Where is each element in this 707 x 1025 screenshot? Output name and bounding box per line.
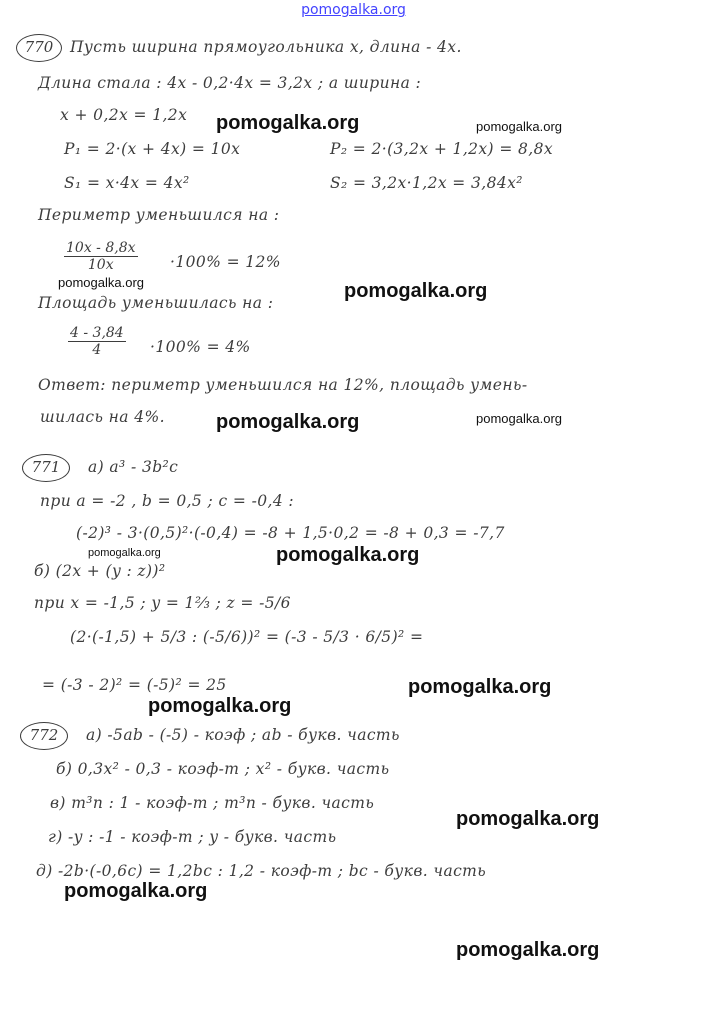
p770-fraction-area [68,325,126,358]
p770-answer-line-2: шилась на 4%. [40,408,165,426]
fraction-numerator: 10x - 8,8x [66,240,136,256]
watermark: pomogalka.org [216,112,360,134]
watermark: pomogalka.org [58,275,144,290]
p770-fraction-perimeter [64,240,138,273]
watermark: pomogalka.org [216,411,360,433]
p771-a-line-2: при a = -2 , b = 0,5 ; c = -0,4 : [40,492,295,510]
p770-line-1: Пусть ширина прямоугольника x, длина - 4x. [70,38,462,56]
p772-line-c: в) m³n : 1 - коэф-т ; m³n - букв. часть [50,794,375,812]
watermark: pomogalka.org [456,939,600,961]
p771-a-line-3: (-2)³ - 3·(0,5)²·(-0,4) = -8 + 1,5·0,2 = -8 + 0,3 = -7,7 [76,524,505,542]
p770-fraction-area-rest: ·100% = 4% [150,338,251,356]
watermark: pomogalka.org [344,280,488,302]
p771-b-line-3: (2·(-1,5) + 5/3 : (-5/6))² = (-3 - 5/3 · 6/5)² = [70,628,424,646]
p771-b-line-4: = (-3 - 2)² = (-5)² = 25 [42,676,227,694]
p772-line-d: г) -y : -1 - коэф-т ; y - букв. часть [48,828,337,846]
site-link[interactable]: pomogalka.org [301,2,406,18]
p770-line-5a: S₁ = x·4x = 4x² [64,174,190,192]
watermark: pomogalka.org [88,547,161,559]
fraction-denominator: 10x [87,257,114,273]
fraction-denominator: 4 [92,342,102,358]
p770-line-7: Площадь уменьшилась на : [38,294,274,312]
p772-line-a: а) -5ab - (-5) - коэф ; ab - букв. часть [86,726,400,744]
p770-line-6: Периметр уменьшился на : [38,206,280,224]
watermark: pomogalka.org [456,808,600,830]
problem-number-772: 772 [20,722,68,750]
p770-line-4b: P₂ = 2·(3,2x + 1,2x) = 8,8x [330,140,554,158]
problem-number-770: 770 [16,34,62,62]
p770-line-4a: P₁ = 2·(x + 4x) = 10x [64,140,241,158]
watermark: pomogalka.org [476,119,562,134]
p772-line-e: д) -2b·(-0,6c) = 1,2bc : 1,2 - коэф-т ; bc - букв. часть [36,862,487,880]
watermark: pomogalka.org [64,880,208,902]
p770-line-5b: S₂ = 3,2x·1,2x = 3,84x² [330,174,523,192]
p771-b-line-1: б) (2x + (y : z))² [34,562,166,580]
fraction-numerator: 4 - 3,84 [70,325,124,341]
p770-answer-line-1: Ответ: периметр уменьшился на 12%, площадь умень- [38,376,528,394]
watermark: pomogalka.org [276,544,420,566]
watermark: pomogalka.org [476,411,562,426]
p770-line-3: x + 0,2x = 1,2x [60,106,188,124]
p771-a-line-1: а) a³ - 3b²c [88,458,179,476]
watermark: pomogalka.org [148,695,292,717]
p770-fraction-perimeter-rest: ·100% = 12% [170,253,281,271]
problem-number-771: 771 [22,454,70,482]
p770-line-2: Длина стала : 4x - 0,2·4x = 3,2x ; а ширина : [38,74,422,92]
p771-b-line-2: при x = -1,5 ; y = 1⅔ ; z = -5/6 [34,594,291,612]
p772-line-b: б) 0,3x² - 0,3 - коэф-т ; x² - букв. часть [56,760,390,778]
watermark: pomogalka.org [408,676,552,698]
